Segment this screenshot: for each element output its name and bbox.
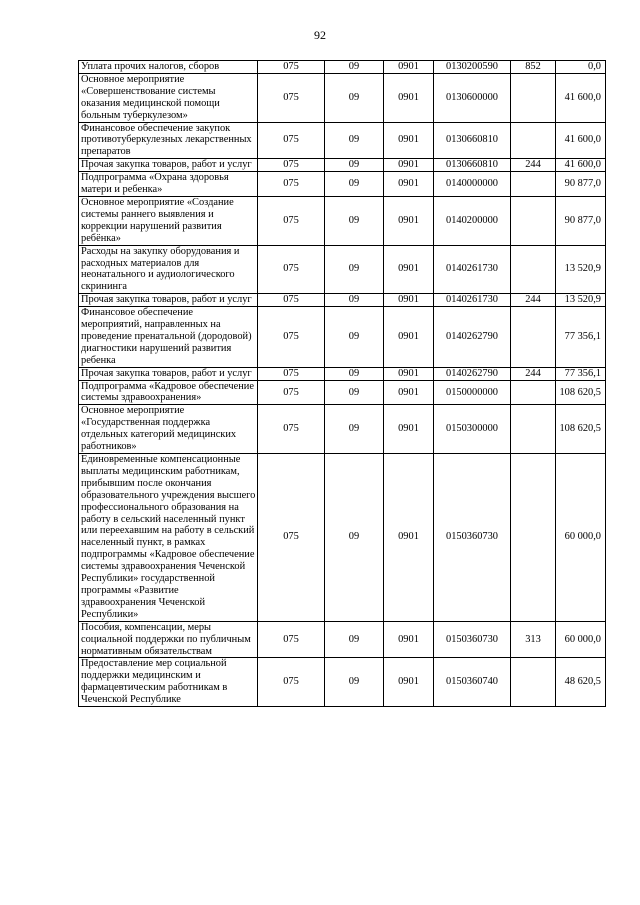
amount-cell: 41 600,0	[556, 159, 606, 172]
expense-name-cell: Уплата прочих налогов, сборов	[79, 61, 258, 74]
expense-type-cell	[511, 245, 556, 294]
amount-cell: 0,0	[556, 61, 606, 74]
section-code-cell: 09	[325, 73, 384, 122]
expense-name-cell: Основное мероприятие «Совершенствование системы оказания медицинской помощи больным туберкулезом»	[79, 73, 258, 122]
expense-type-cell: 244	[511, 367, 556, 380]
table-row	[79, 73, 606, 122]
ministry-code-cell: 075	[258, 245, 325, 294]
budget-table-body	[79, 61, 606, 707]
target-article-cell: 0150360730	[434, 454, 511, 622]
section-code-cell: 09	[325, 367, 384, 380]
table-row	[79, 172, 606, 197]
table-row	[79, 405, 606, 454]
expense-type-cell	[511, 122, 556, 159]
ministry-code-cell: 075	[258, 61, 325, 74]
target-article-cell: 0130660810	[434, 159, 511, 172]
amount-cell: 108 620,5	[556, 405, 606, 454]
section-code-cell: 09	[325, 405, 384, 454]
expense-name-cell: Основное мероприятие «Создание системы раннего выявления и коррекции нарушений развития ребёнка»	[79, 196, 258, 245]
section-code-cell: 09	[325, 245, 384, 294]
subsection-code-cell: 0901	[384, 245, 434, 294]
expense-type-cell: 244	[511, 294, 556, 307]
amount-cell: 60 000,0	[556, 621, 606, 658]
amount-cell: 108 620,5	[556, 380, 606, 405]
table-row	[79, 454, 606, 622]
ministry-code-cell: 075	[258, 196, 325, 245]
expense-type-cell: 244	[511, 159, 556, 172]
amount-cell: 60 000,0	[556, 454, 606, 622]
subsection-code-cell: 0901	[384, 172, 434, 197]
subsection-code-cell: 0901	[384, 307, 434, 368]
section-code-cell: 09	[325, 380, 384, 405]
ministry-code-cell: 075	[258, 405, 325, 454]
expense-name-cell: Единовременные компенсационные выплаты медицинским работникам, прибывшим после окончания образовательного учреждения высшего профессионального образования на работу в сельский населенный пункт или переехавшим на работу в сельский населенный пункт, в рамках подпрограммы «Кадровое обеспечение системы здравоохранения Чеченской Республики» государственной программы «Развитие здравоохранения Чеченской Республики»	[79, 454, 258, 622]
table-row	[79, 61, 606, 74]
expense-type-cell	[511, 73, 556, 122]
expense-name-cell: Прочая закупка товаров, работ и услуг	[79, 294, 258, 307]
table-row	[79, 367, 606, 380]
section-code-cell: 09	[325, 658, 384, 707]
section-code-cell: 09	[325, 61, 384, 74]
subsection-code-cell: 0901	[384, 73, 434, 122]
amount-cell: 90 877,0	[556, 172, 606, 197]
amount-cell: 77 356,1	[556, 307, 606, 368]
ministry-code-cell: 075	[258, 294, 325, 307]
expense-type-cell	[511, 172, 556, 197]
expense-type-cell: 313	[511, 621, 556, 658]
expense-name-cell: Пособия, компенсации, меры социальной поддержки по публичным нормативным обязательствам	[79, 621, 258, 658]
section-code-cell: 09	[325, 621, 384, 658]
ministry-code-cell: 075	[258, 122, 325, 159]
table-row	[79, 245, 606, 294]
ministry-code-cell: 075	[258, 621, 325, 658]
subsection-code-cell: 0901	[384, 454, 434, 622]
amount-cell: 41 600,0	[556, 73, 606, 122]
section-code-cell: 09	[325, 159, 384, 172]
expense-type-cell: 852	[511, 61, 556, 74]
budget-table	[78, 60, 606, 707]
expense-name-cell: Прочая закупка товаров, работ и услуг	[79, 159, 258, 172]
expense-type-cell	[511, 380, 556, 405]
target-article-cell: 0140261730	[434, 245, 511, 294]
subsection-code-cell: 0901	[384, 405, 434, 454]
expense-type-cell	[511, 307, 556, 368]
table-row	[79, 159, 606, 172]
expense-type-cell	[511, 658, 556, 707]
section-code-cell: 09	[325, 454, 384, 622]
table-row	[79, 307, 606, 368]
target-article-cell: 0150360730	[434, 621, 511, 658]
target-article-cell: 0130200590	[434, 61, 511, 74]
target-article-cell: 0140261730	[434, 294, 511, 307]
subsection-code-cell: 0901	[384, 122, 434, 159]
expense-name-cell: Основное мероприятие «Государственная поддержка отдельных категорий медицинских работников»	[79, 405, 258, 454]
page-number: 92	[314, 28, 326, 42]
ministry-code-cell: 075	[258, 380, 325, 405]
ministry-code-cell: 075	[258, 172, 325, 197]
target-article-cell: 0140262790	[434, 367, 511, 380]
section-code-cell: 09	[325, 196, 384, 245]
subsection-code-cell: 0901	[384, 61, 434, 74]
target-article-cell: 0150360740	[434, 658, 511, 707]
ministry-code-cell: 075	[258, 159, 325, 172]
target-article-cell: 0140000000	[434, 172, 511, 197]
expense-name-cell: Подпрограмма «Охрана здоровья матери и ребенка»	[79, 172, 258, 197]
expense-type-cell	[511, 196, 556, 245]
amount-cell: 90 877,0	[556, 196, 606, 245]
subsection-code-cell: 0901	[384, 658, 434, 707]
subsection-code-cell: 0901	[384, 159, 434, 172]
target-article-cell: 0140262790	[434, 307, 511, 368]
amount-cell: 13 520,9	[556, 294, 606, 307]
table-row	[79, 658, 606, 707]
expense-name-cell: Подпрограмма «Кадровое обеспечение системы здравоохранения»	[79, 380, 258, 405]
table-row	[79, 380, 606, 405]
target-article-cell: 0150000000	[434, 380, 511, 405]
expense-name-cell: Финансовое обеспечение мероприятий, направленных на проведение пренатальной (дородовой) диагностики нарушений развития ребенка	[79, 307, 258, 368]
section-code-cell: 09	[325, 172, 384, 197]
expense-name-cell: Прочая закупка товаров, работ и услуг	[79, 367, 258, 380]
expense-name-cell: Расходы на закупку оборудования и расходных материалов для неонатального и аудиологического скрининга	[79, 245, 258, 294]
amount-cell: 77 356,1	[556, 367, 606, 380]
amount-cell: 48 620,5	[556, 658, 606, 707]
subsection-code-cell: 0901	[384, 196, 434, 245]
ministry-code-cell: 075	[258, 454, 325, 622]
section-code-cell: 09	[325, 122, 384, 159]
target-article-cell: 0130660810	[434, 122, 511, 159]
table-row	[79, 621, 606, 658]
subsection-code-cell: 0901	[384, 367, 434, 380]
table-row	[79, 294, 606, 307]
target-article-cell: 0150300000	[434, 405, 511, 454]
ministry-code-cell: 075	[258, 367, 325, 380]
expense-name-cell: Финансовое обеспечение закупок противотуберкулезных лекарственных препаратов	[79, 122, 258, 159]
subsection-code-cell: 0901	[384, 294, 434, 307]
expense-type-cell	[511, 454, 556, 622]
amount-cell: 13 520,9	[556, 245, 606, 294]
table-row	[79, 122, 606, 159]
target-article-cell: 0140200000	[434, 196, 511, 245]
target-article-cell: 0130600000	[434, 73, 511, 122]
section-code-cell: 09	[325, 294, 384, 307]
ministry-code-cell: 075	[258, 307, 325, 368]
amount-cell: 41 600,0	[556, 122, 606, 159]
subsection-code-cell: 0901	[384, 621, 434, 658]
table-row	[79, 196, 606, 245]
ministry-code-cell: 075	[258, 658, 325, 707]
subsection-code-cell: 0901	[384, 380, 434, 405]
ministry-code-cell: 075	[258, 73, 325, 122]
section-code-cell: 09	[325, 307, 384, 368]
expense-type-cell	[511, 405, 556, 454]
expense-name-cell: Предоставление мер социальной поддержки медицинским и фармацевтическим работникам в Чеченской Республике	[79, 658, 258, 707]
